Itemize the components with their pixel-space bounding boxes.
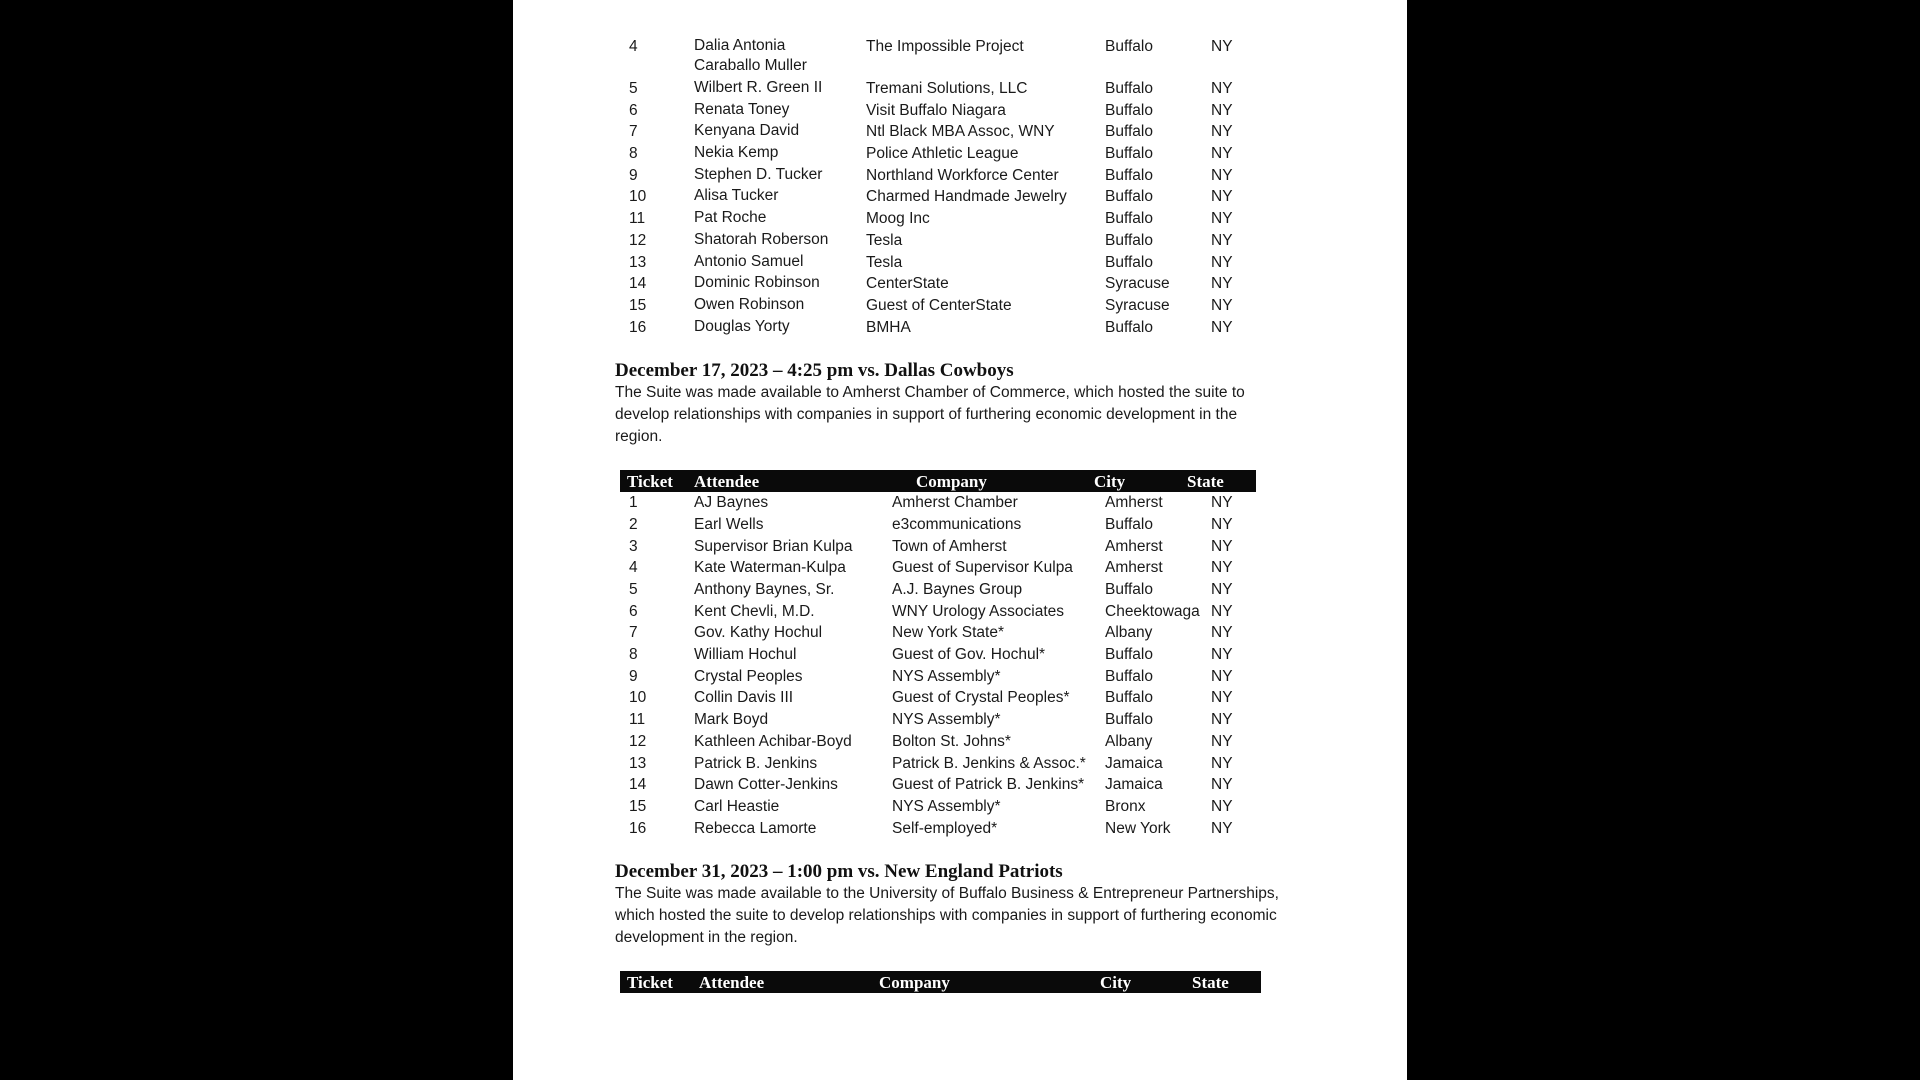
cell-ticket: 15	[629, 296, 647, 314]
cell-city: Albany	[1105, 732, 1153, 750]
cell-ticket: 12	[629, 732, 647, 750]
cell-state: NY	[1211, 515, 1233, 533]
cell-company: BMHA	[866, 318, 911, 336]
cell-state: NY	[1211, 646, 1233, 664]
cell-company: Charmed Handmade Jewelry	[866, 188, 1067, 206]
cell-ticket: 8	[629, 145, 638, 163]
cell-company: Northland Workforce Center	[866, 166, 1059, 184]
cell-state: NY	[1211, 101, 1233, 119]
cell-attendee: Dawn Cotter-Jenkins	[694, 776, 838, 794]
cell-attendee: Douglas Yorty	[694, 317, 790, 335]
cell-attendee: Renata Toney	[694, 100, 790, 118]
table-row	[615, 557, 1315, 579]
cell-state: NY	[1211, 494, 1233, 512]
cell-company: A.J. Baynes Group	[892, 581, 1023, 598]
attendee-table-continued	[615, 36, 1315, 338]
cell-company: CenterState	[866, 275, 949, 293]
cell-ticket: 16	[629, 819, 647, 837]
table-row	[615, 687, 1315, 709]
cell-state: NY	[1211, 188, 1233, 206]
cell-company: Guest of Gov. Hochul*	[892, 646, 1046, 664]
cell-city: Buffalo	[1105, 101, 1153, 119]
table-row	[615, 818, 1315, 840]
table-row	[615, 601, 1315, 623]
cell-attendee: Gov. Kathy Hochul	[694, 624, 823, 642]
cell-city: Amherst	[1105, 537, 1163, 555]
cell-attendee: Kathleen Achibar-Boyd	[694, 732, 852, 750]
cell-city: Buffalo	[1105, 188, 1153, 206]
table-row	[615, 514, 1315, 536]
cell-company: Bolton St. Johns*	[892, 732, 1011, 750]
cell-city: Buffalo	[1105, 166, 1153, 184]
cell-attendee: Collin Davis III	[694, 689, 794, 707]
header-ticket: Ticket	[627, 472, 673, 492]
cell-city: New York	[1105, 819, 1171, 837]
table-header-dallas	[620, 470, 1256, 492]
table-header-patriots	[620, 971, 1261, 993]
cell-ticket: 10	[629, 188, 647, 206]
cell-state: NY	[1211, 166, 1233, 184]
table-row	[615, 121, 1315, 143]
cell-city: Cheektowaga	[1105, 602, 1200, 620]
cell-state: NY	[1211, 537, 1233, 555]
table-row	[615, 774, 1315, 796]
cell-company: Guest of Supervisor Kulpa	[892, 559, 1073, 577]
cell-ticket: 7	[629, 123, 638, 141]
cell-state: NY	[1211, 210, 1233, 228]
cell-attendee: Kate Waterman-Kulpa	[694, 559, 846, 577]
cell-attendee: Anthony Baynes, Sr.	[694, 581, 835, 598]
cell-state: NY	[1211, 732, 1233, 750]
cell-state: NY	[1211, 231, 1233, 249]
table-row	[615, 492, 1315, 514]
cell-state: NY	[1211, 797, 1233, 815]
cell-ticket: 14	[629, 776, 647, 794]
cell-city: Syracuse	[1105, 296, 1170, 314]
cell-attendee: Carl Heastie	[694, 797, 780, 815]
table-row	[615, 165, 1315, 187]
cell-city: Buffalo	[1105, 318, 1153, 336]
header-ticket: Ticket	[627, 973, 673, 993]
cell-attendee: Kenyana David	[694, 122, 800, 140]
document-page	[513, 0, 1407, 1080]
cell-attendee: Crystal Peoples	[694, 667, 803, 685]
cell-state: NY	[1211, 318, 1233, 336]
cell-state: NY	[1211, 253, 1233, 271]
cell-company: Tesla	[866, 253, 903, 271]
table-row	[615, 622, 1315, 644]
table-row	[615, 143, 1315, 165]
cell-company: Amherst Chamber	[892, 494, 1018, 512]
cell-attendee: Pat Roche	[694, 209, 767, 227]
cell-company: Ntl Black MBA Assoc, WNY	[866, 123, 1055, 141]
section-description-patriots: The Suite was made available to the University of Buffalo Business & Entrepreneur Partnerships, which hosted the suite to develop relationships with companies in support of furthering economic development in the region.	[615, 885, 1279, 947]
table-row	[615, 36, 1315, 78]
cell-company: NYS Assembly*	[892, 711, 1001, 729]
header-city: City	[1100, 973, 1132, 993]
cell-company: Guest of Crystal Peoples*	[892, 689, 1070, 707]
cell-attendee: Rebecca Lamorte	[694, 819, 817, 837]
cell-state: NY	[1211, 689, 1233, 707]
cell-company: Tremani Solutions, LLC	[866, 80, 1028, 97]
table-row	[615, 709, 1315, 731]
cell-ticket: 3	[629, 537, 638, 555]
cell-city: Jamaica	[1105, 776, 1163, 794]
cell-ticket: 4	[629, 559, 638, 577]
cell-ticket: 13	[629, 253, 647, 271]
section-heading-patriots: December 31, 2023 – 1:00 pm vs. New England Patriots	[615, 861, 1063, 883]
cell-attendee: Owen Robinson	[694, 295, 805, 313]
cell-state: NY	[1211, 602, 1233, 620]
cell-ticket: 14	[629, 275, 647, 293]
cell-company: Town of Amherst	[892, 537, 1007, 555]
table-row	[615, 186, 1315, 208]
cell-state: NY	[1211, 145, 1233, 163]
cell-company: New York State*	[892, 624, 1005, 642]
cell-state: NY	[1211, 296, 1233, 314]
cell-ticket: 2	[629, 515, 638, 533]
cell-attendee: Patrick B. Jenkins	[694, 754, 818, 772]
cell-ticket: 15	[629, 797, 647, 815]
cell-company: Visit Buffalo Niagara	[866, 101, 1006, 119]
cell-city: Buffalo	[1105, 145, 1153, 163]
cell-state: NY	[1211, 624, 1233, 642]
cell-ticket: 12	[629, 231, 647, 249]
cell-city: Syracuse	[1105, 275, 1170, 293]
header-company: Company	[916, 472, 987, 492]
cell-state: NY	[1211, 80, 1233, 97]
cell-city: Amherst	[1105, 494, 1163, 512]
cell-company: Self-employed*	[892, 819, 998, 837]
cell-state: NY	[1211, 819, 1233, 837]
cell-attendee: Mark Boyd	[694, 711, 769, 729]
cell-city: Buffalo	[1105, 667, 1153, 685]
cell-city: Buffalo	[1105, 210, 1153, 228]
cell-ticket: 7	[629, 624, 638, 642]
cell-company: e3communications	[892, 515, 1022, 533]
table-row	[615, 796, 1315, 818]
cell-city: Amherst	[1105, 559, 1163, 577]
cell-company: Guest of CenterState	[866, 296, 1012, 314]
cell-state: NY	[1211, 667, 1233, 685]
cell-city: Buffalo	[1105, 38, 1153, 55]
cell-company: Police Athletic League	[866, 145, 1019, 163]
table-row	[615, 731, 1315, 753]
cell-ticket: 6	[629, 602, 638, 620]
cell-ticket: 5	[629, 80, 638, 97]
cell-attendee: Alisa Tucker	[694, 187, 779, 205]
cell-state: NY	[1211, 581, 1233, 598]
cell-ticket: 16	[629, 318, 647, 336]
cell-attendee: Antonio Samuel	[694, 252, 804, 270]
cell-attendee: Nekia Kemp	[694, 144, 779, 162]
cell-attendee: Shatorah Roberson	[694, 230, 829, 248]
header-state: State	[1192, 973, 1229, 993]
cell-ticket: 6	[629, 101, 638, 119]
table-row	[615, 273, 1315, 295]
cell-company: The Impossible Project	[866, 38, 1024, 55]
cell-company: Moog Inc	[866, 210, 930, 228]
table-row	[615, 536, 1315, 558]
header-company: Company	[879, 973, 950, 993]
table-row	[615, 78, 1315, 100]
cell-city: Buffalo	[1105, 515, 1153, 533]
table-row	[615, 252, 1315, 274]
cell-city: Buffalo	[1105, 711, 1153, 729]
table-row	[615, 644, 1315, 666]
section-heading-dallas: December 17, 2023 – 4:25 pm vs. Dallas Cowboys	[615, 360, 1014, 382]
cell-state: NY	[1211, 38, 1233, 55]
cell-ticket: 9	[629, 166, 638, 184]
table-row	[615, 230, 1315, 252]
cell-attendee: William Hochul	[694, 646, 797, 664]
cell-city: Buffalo	[1105, 253, 1153, 271]
cell-city: Buffalo	[1105, 123, 1153, 141]
cell-attendee: Dalia Antonia Caraballo Muller	[694, 37, 807, 74]
table-row	[615, 295, 1315, 317]
header-attendee: Attendee	[699, 973, 765, 993]
cell-state: NY	[1211, 754, 1233, 772]
table-row	[615, 100, 1315, 122]
cell-attendee: Dominic Robinson	[694, 274, 820, 292]
cell-company: Tesla	[866, 231, 903, 249]
cell-city: Buffalo	[1105, 80, 1153, 97]
header-state: State	[1187, 472, 1224, 492]
document-content	[615, 36, 1315, 993]
cell-attendee: Supervisor Brian Kulpa	[694, 537, 853, 555]
table-row	[615, 317, 1315, 339]
table-row	[615, 208, 1315, 230]
cell-city: Bronx	[1105, 797, 1146, 815]
cell-state: NY	[1211, 711, 1233, 729]
cell-city: Buffalo	[1105, 646, 1153, 664]
cell-city: Albany	[1105, 624, 1153, 642]
cell-ticket: 11	[629, 711, 646, 729]
cell-city: Buffalo	[1105, 231, 1153, 249]
table-row	[615, 666, 1315, 688]
cell-company: NYS Assembly*	[892, 667, 1001, 685]
cell-company: WNY Urology Associates	[892, 602, 1064, 620]
attendee-table-dallas	[615, 492, 1315, 839]
cell-state: NY	[1211, 275, 1233, 293]
cell-ticket: 1	[629, 494, 638, 512]
cell-attendee: Stephen D. Tucker	[694, 165, 823, 183]
table-row	[615, 579, 1315, 601]
cell-ticket: 8	[629, 646, 638, 664]
table-row	[615, 753, 1315, 775]
cell-attendee: AJ Baynes	[694, 494, 769, 512]
cell-state: NY	[1211, 776, 1233, 794]
cell-city: Jamaica	[1105, 754, 1163, 772]
cell-company: Guest of Patrick B. Jenkins*	[892, 776, 1085, 794]
cell-ticket: 5	[629, 581, 638, 598]
cell-city: Buffalo	[1105, 689, 1153, 707]
cell-company: NYS Assembly*	[892, 797, 1001, 815]
cell-state: NY	[1211, 123, 1233, 141]
cell-attendee: Wilbert R. Green II	[694, 79, 823, 96]
cell-ticket: 4	[629, 38, 638, 55]
header-city: City	[1094, 472, 1126, 492]
cell-ticket: 11	[629, 210, 646, 228]
cell-attendee: Earl Wells	[694, 515, 764, 533]
cell-attendee: Kent Chevli, M.D.	[694, 602, 815, 620]
cell-city: Buffalo	[1105, 581, 1153, 598]
header-attendee: Attendee	[694, 472, 760, 492]
cell-ticket: 9	[629, 667, 638, 685]
cell-ticket: 13	[629, 754, 647, 772]
cell-state: NY	[1211, 559, 1233, 577]
cell-ticket: 10	[629, 689, 647, 707]
section-description-dallas: The Suite was made available to Amherst Chamber of Commerce, which hosted the suite to develop relationships with companies in support of furthering economic development in the region.	[615, 384, 1245, 446]
cell-company: Patrick B. Jenkins & Assoc.*	[892, 754, 1086, 772]
